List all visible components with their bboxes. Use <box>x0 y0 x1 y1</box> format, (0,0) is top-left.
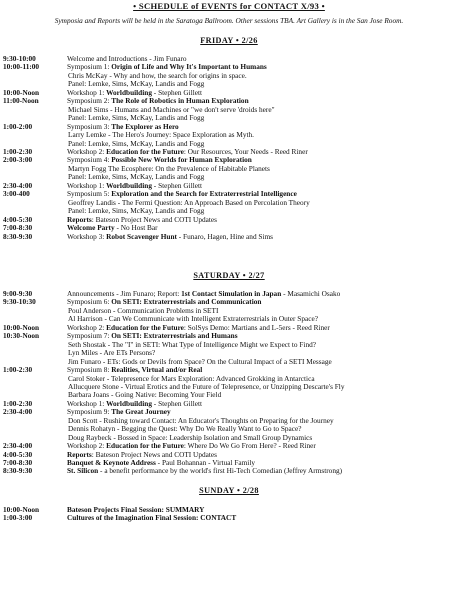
event-post-text: - Funaro, Hagen, Hine and Sims <box>176 231 274 241</box>
event-post-text: - Stephen Gillett <box>151 180 203 190</box>
event-time: 1:00-2:30 <box>3 146 33 156</box>
event-detail: Panel: Lemke, Sims, McKay, Landis and Fogg <box>68 138 205 148</box>
event-detail: Chris McKay - Why and how, the search for origins in space. <box>68 70 247 80</box>
event-detail: Barbara Joans - Going Native: Becoming Your Field <box>68 390 222 400</box>
event-pre-text: Symposium 9: <box>67 407 112 417</box>
schedule-row <box>3 233 455 241</box>
event-bold-text: Bateson Projects Final Session: SUMMARY <box>67 504 205 514</box>
intro-note: Symposia and Reports will be held in the Saratoga Ballroom. Other sessions TBA. Art Gallery is in the San Jose Room. <box>54 16 404 25</box>
saturday-schedule <box>3 290 455 476</box>
event-description <box>67 514 455 522</box>
event-detail: Carol Stoker - Telepresence for Mars Exploration: Advanced Grokking in Antarctica <box>68 373 315 383</box>
event-time: 4:00-5:30 <box>3 214 33 224</box>
event-detail: Poul Anderson - Communication Problems in SETI <box>68 305 219 315</box>
event-time: 9:30-10:00 <box>3 54 36 63</box>
event-pre-text: Symposium 8: <box>67 365 112 375</box>
event-time: 10:00-Noon <box>3 87 40 97</box>
event-detail: Lyn Miles - Are ETs Persons? <box>68 348 156 358</box>
event-time: 8:30-9:30 <box>3 231 33 241</box>
event-time: 3:00-400 <box>3 189 30 199</box>
event-bold-text: Welcome Party <box>67 223 115 233</box>
schedule-row <box>3 467 455 475</box>
event-bold-text: Reports <box>67 214 92 224</box>
event-time: 2:30-4:00 <box>3 441 33 451</box>
event-bold-text: Reports <box>67 449 92 459</box>
event-post-text: - No Host Bar <box>114 223 158 233</box>
event-description <box>67 467 455 475</box>
event-time: 2:30-4:00 <box>3 407 33 417</box>
event-time: 10:30-Noon <box>3 331 40 341</box>
event-pre-text: Symposium 7: <box>67 331 112 341</box>
event-bold-text: On SETI: Extraterrestrials and Communication <box>111 297 262 307</box>
event-detail: Dennis Rohatyn - Begging the Quest: Why Do We Really Want to Go to Space? <box>68 424 302 434</box>
event-post-text: - Masamichi Osako <box>281 288 341 298</box>
page-title: • SCHEDULE of EVENTS for CONTACT X/93 • <box>133 1 325 11</box>
event-time: 11:00-Noon <box>3 96 39 106</box>
event-time: 1:00-3:00 <box>3 513 33 523</box>
event-detail: Don Scott - Rushing toward Contact: An Educator's Thoughts on Preparing for the Journey <box>68 415 334 425</box>
event-time: 7:00-8:30 <box>3 223 33 233</box>
saturday-heading: SATURDAY • 2/27 <box>193 270 265 280</box>
event-post-text: : Bateson Project News and COTI Updates <box>91 214 217 224</box>
event-plain-text: Welcome and Introductions - Jim Funaro <box>67 54 187 63</box>
event-time: 2:30-4:00 <box>3 180 33 190</box>
event-bold-text: Worldbuilding <box>106 398 152 408</box>
event-detail: Panel: Lemke, Sims, McKay, Landis and Fogg <box>68 79 205 89</box>
event-post-text: : SolSys Demo: Martians and L-5ers - Reed Riner <box>183 322 330 332</box>
event-detail: Michael Sims - Humans and Machines or "we don't serve 'droids here" <box>68 104 275 114</box>
event-bold-text: Worldbuilding <box>106 87 152 97</box>
event-time: 4:00-5:30 <box>3 449 33 459</box>
event-bold-text: Banquet & Keynote Address <box>67 458 156 468</box>
friday-schedule <box>3 55 455 241</box>
event-detail: Jim Funaro - ETs: Gods or Devils from Space? On the Cultural Impact of a SETI Message <box>68 356 332 366</box>
event-post-text: - Paul Bohannan - Virtual Family <box>155 458 255 468</box>
event-detail: Panel: Lemke, Sims, McKay, Landis and Fogg <box>68 206 205 216</box>
event-bold-text: 1st Contact Simulation in Japan <box>181 288 282 298</box>
sunday-schedule <box>3 506 455 523</box>
friday-heading: FRIDAY • 2/26 <box>200 36 258 45</box>
event-pre-text: Symposium 3: <box>67 121 112 131</box>
event-bold-text: Origin of Life and Why It's Important to Humans <box>111 62 267 72</box>
event-bold-text: Exploration and the Search for Extraterrestrial Intelligence <box>111 189 297 199</box>
event-detail: Geoffrey Landis - The Fermi Question: An Approach Based on Percolation Theory <box>68 197 310 207</box>
event-time: 10:00-Noon <box>3 504 40 514</box>
event-detail: Larry Lemke - The Hero's Journey: Space Exploration as Myth. <box>68 130 254 140</box>
event-post-text: : Where Do We Go From Here? - Reed Riner <box>183 441 316 451</box>
event-time: 7:00-8:30 <box>3 458 33 468</box>
event-bold-text: On SETI: Extraterrestrials and Humans <box>111 331 238 341</box>
event-bold-text: Possible New Worlds for Human Exploration <box>111 155 252 165</box>
event-pre-text: Workshop 2: <box>67 322 107 332</box>
event-detail: Allucquere Stone - Virtual Erotics and the Future of Telepresence, or Unzipping Descarte's Fly <box>68 381 345 391</box>
event-detail: Seth Shostak - The "I" in SETI: What Type of Intelligence Might we Expect to Find? <box>68 339 317 349</box>
event-detail: Martyn Fogg The Ecosphere: On the Prevalence of Habitable Planets <box>68 163 270 173</box>
event-pre-text: Workshop 1: <box>67 87 107 97</box>
event-bold-text: Worldbuilding <box>106 180 152 190</box>
event-time: 9:00-9:30 <box>3 288 33 298</box>
sunday-heading: SUNDAY • 2/28 <box>199 485 259 495</box>
event-detail: Doug Raybeck - Bossed in Space: Leadership Isolation and Small Group Dynamics <box>68 432 313 442</box>
event-time: 2:00-3:00 <box>3 155 33 165</box>
event-post-text: : Our Resources, Your Needs - Reed Riner <box>183 146 308 156</box>
event-bold-text: Cultures of the Imagination Final Session: CONTACT <box>67 513 237 523</box>
event-pre-text: Workshop 1: <box>67 180 107 190</box>
event-pre-text: Workshop 2: <box>67 146 107 156</box>
event-bold-text: Realities, Virtual and/or Real <box>111 365 203 375</box>
event-time: 9:30-10:30 <box>3 297 36 307</box>
event-pre-text: Symposium 5: <box>67 189 112 199</box>
event-pre-text: Symposium 6: <box>67 297 112 307</box>
event-post-text: - Stephen Gillett <box>151 398 203 408</box>
event-detail: Al Harrison - Can We Communicate with Intelligent Extraterrestrials in Outer Space? <box>68 314 318 324</box>
event-time: 10:00-Noon <box>3 322 40 332</box>
event-bold-text: St. Silicon <box>67 466 99 476</box>
event-detail: Panel: Lemke, Sims, McKay, Landis and Fogg <box>68 172 205 182</box>
event-bold-text: Education for the Future <box>106 146 184 156</box>
event-time: 1:00-2:30 <box>3 365 33 375</box>
event-bold-text: Education for the Future <box>106 322 184 332</box>
event-post-text: - Stephen Gillett <box>151 87 203 97</box>
event-pre-text: Workshop 2: <box>67 441 107 451</box>
event-pre-text: Symposium 4: <box>67 155 112 165</box>
event-time: 1:00-2:00 <box>3 121 33 131</box>
event-time: 8:30-9:30 <box>3 466 33 476</box>
event-bold-text: Education for the Future <box>106 441 184 451</box>
event-bold-text: The Role of Robotics in Human Exploration <box>111 96 249 106</box>
event-pre-text: Workshop 1: <box>67 398 107 408</box>
event-time: 1:00-2:30 <box>3 398 33 408</box>
event-post-text: - a benefit performance by the world's first Hi-Tech Comedian (Jeffrey Armstrong) <box>98 466 343 476</box>
event-pre-text: Workshop 3: <box>67 231 107 241</box>
event-time: 10:00-11:00 <box>3 62 40 72</box>
event-post-text: : Bateson Project News and COTI Updates <box>91 449 217 459</box>
event-pre-text: Symposium 1: <box>67 62 112 72</box>
event-pre-text: Announcements - Jim Funaro; Report: <box>67 288 182 298</box>
event-pre-text: Symposium 2: <box>67 96 112 106</box>
event-description <box>67 233 455 241</box>
event-detail: Panel: Lemke, Sims, McKay, Landis and Fogg <box>68 113 205 123</box>
event-bold-text: The Explorer as Hero <box>111 121 179 131</box>
event-bold-text: The Great Journey <box>111 407 171 417</box>
event-bold-text: Robot Scavenger Hunt <box>106 231 177 241</box>
schedule-row <box>3 514 455 522</box>
